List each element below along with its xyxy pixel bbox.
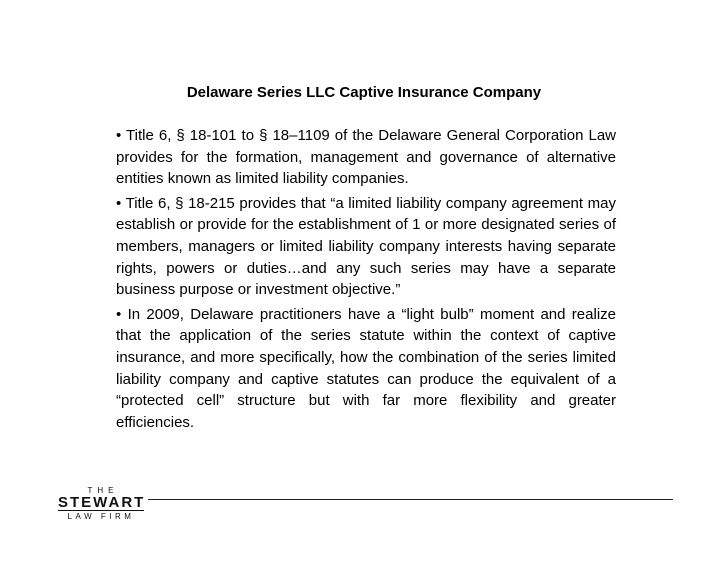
footer-divider	[148, 499, 673, 500]
logo-law-firm-text: LAW FIRM	[67, 512, 135, 521]
stewart-law-firm-logo	[58, 486, 144, 523]
bullet-item: • Title 6, § 18-101 to § 18–1109 of the Delaware General Corporation Law provides for the formation, management and governance of alternative entities known as limited liability companies.	[116, 127, 616, 188]
logo-the-text: THE	[87, 486, 119, 495]
bullet-item: • Title 6, § 18-215 provides that “a limited liability company agreement may establish or provide for the establishment of 1 or more designated series of members, managers or limited liability company interests having separate rights, powers or duties…and any such series may have a separate business purpose or investment objective.”	[116, 194, 616, 299]
bullet-list	[116, 125, 616, 436]
bullet-item: • In 2009, Delaware practitioners have a “light bulb” moment and realize that the application of the series statute within the context of captive insurance, and more specifically, how the combination of the series limited liability company and captive statutes can produce the equivalent of a “protected cell” structure but with far more flexibility and greater efficiencies.	[116, 305, 616, 431]
slide-title: Delaware Series LLC Captive Insurance Company	[186, 84, 542, 101]
logo-stewart-text: STEWART	[58, 494, 146, 511]
